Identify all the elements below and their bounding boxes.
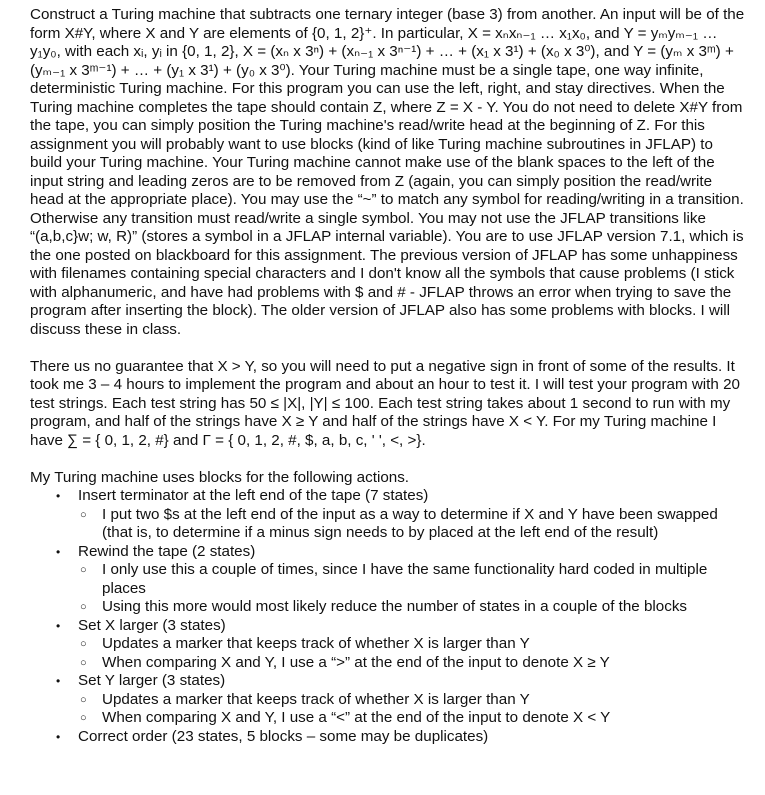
block-item [30,543,748,617]
assignment-paragraph-blocks-intro: My Turing machine uses blocks for the following actions. [30,468,410,486]
block-note: ○ Updates a marker that keeps track of whether X is larger than Y [78,691,748,710]
block-notes-list [78,561,748,617]
assignment-document [30,6,748,746]
block-item-title: Set X larger (3 states) [78,616,226,634]
block-notes-list [78,691,748,728]
block-note: ○ Updates a marker that keeps track of whether X is larger than Y [78,635,748,654]
assignment-paragraph-requirements: There us no guarantee that X > Y, so you will need to put a negative sign in front of some of the results. It took me 3 – 4 hours to implement the program and about an hour to test it. I will test your program with 20 test strings. Each test string has 50 ≤ |X|, |Y| ≤ 100. Each test string takes about 1 second to run with my program, and half of the strings have X ≥ Y and half of the strings have X < Y. For my Turing machine I have ∑ = { 0, 1, 2, #} and Γ = { 0, 1, 2, #, $, a, b, c, ' ', <, >}. [30,357,740,449]
block-note: ○ I only use this a couple of times, since I have the same functionality hard coded in multiple places [78,561,748,598]
block-item-title: Insert terminator at the left end of the tape (7 states) [78,487,429,504]
block-item [30,617,748,673]
block-note: ○ I put two $s at the left end of the input as a way to determine if X and Y have been swapped (that is, to determine if a minus sign needs to by placed at the left end of the result) [78,506,748,543]
block-item-title: Rewind the tape (2 states) [78,542,256,560]
paragraph-spacer [30,339,748,358]
block-item [30,487,748,543]
block-notes-list [78,506,748,543]
paragraph-spacer [30,450,748,469]
block-note: ○ When comparing X and Y, I use a “>” at the end of the input to denote X ≥ Y [78,654,748,673]
block-item [30,672,748,728]
block-item [30,728,748,747]
block-notes-list [78,635,748,672]
block-item-title: Set Y larger (3 states) [78,672,226,689]
blocks-list [30,487,748,746]
block-item-title: Correct order (23 states, 5 blocks – some may be duplicates) [78,727,489,745]
assignment-paragraph-intro: Construct a Turing machine that subtracts one ternary integer (base 3) from another. An input will be of the form X#Y, where X and Y are elements of {0, 1, 2}⁺. In particular, X = xₙxₙ₋₁ … x₁x₀, and Y = yₘyₘ₋₁ … y₁y₀, with each xᵢ, yᵢ in {0, 1, 2}, X = (xₙ x 3ⁿ) + (xₙ₋₁ x 3ⁿ⁻¹) + … + (x₁ x 3¹) + (x₀ x 3⁰), and Y = (yₘ x 3ᵐ) + (yₘ₋₁ x 3ᵐ⁻¹) + … + (y₁ x 3¹) + (y₀ x 3⁰). Your Turing machine must be a single tape, one way infinite, deterministic Turing machine. For this program you can use the left, right, and stay directives. When the Turing machine completes the tape should contain Z, where Z = X - Y. You do not need to delete X#Y from the tape, you can simply position the Turing machine's read/write head at the beginning of Z. For this assignment you will probably want to use blocks (kind of like Turing machine subroutines in JFLAP) to build your Turing machine. Your Turing machine cannot make use of the blank spaces to the left of the input string and leading zeros are to be removed from Z (again, you can simply position the read/write head at the appropriate place). You may use the “~” to match any symbol for reading/writing in a transition. Otherwise any transition must read/write a single symbol. You may not use the JFLAP transitions like “(a,b,c}w; w, R)” (stores a symbol in a JFLAP internal variable). You are to use JFLAP version 7.1, which is the one posted on blackboard for this assignment. The previous version of JFLAP has some unhappiness with filenames containing special characters and I don't know all the symbols that cause problems (I stick with alphanumeric, and have had problems with $ and # - JFLAP throws an error when trying to save the program after inserting the block). The older version of JFLAP also has some problems with blocks. I will discuss these in class. [30,6,745,338]
block-note: ○ When comparing X and Y, I use a “<” at the end of the input to denote X < Y [78,709,748,728]
block-note: ○ Using this more would most likely reduce the number of states in a couple of the blocks [78,598,748,617]
